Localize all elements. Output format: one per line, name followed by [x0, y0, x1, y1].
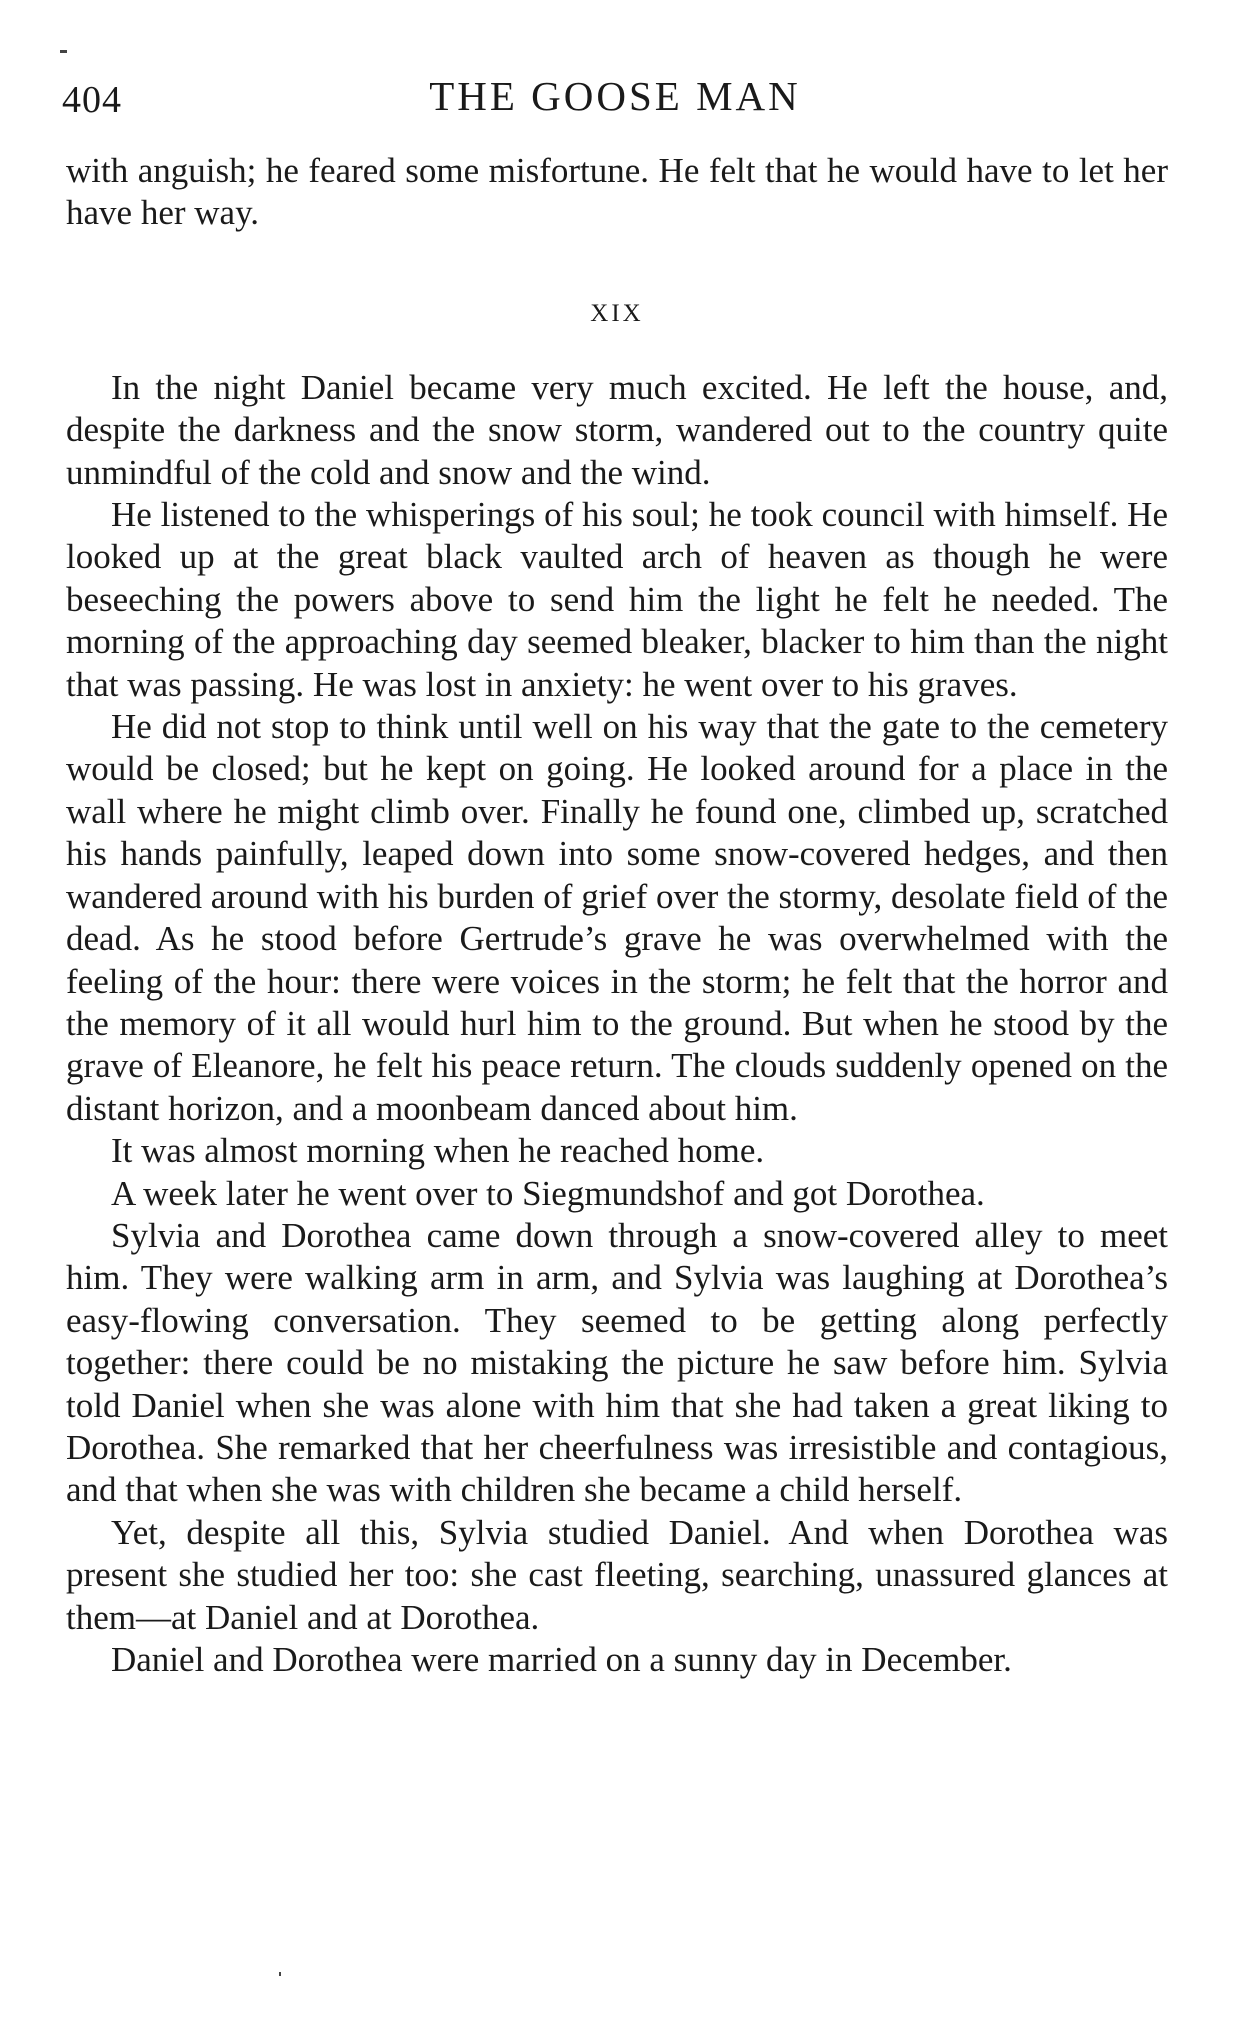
page-header [62, 72, 1168, 132]
paragraph: Sylvia and Dorothea came down through a snow-covered alley to meet him. They were walking arm in arm, and Sylvia was laughing at Dorothea’s easy-flowing conversation. They seemed to be getting along perfectly together: there could be no mistaking the picture he saw before him. Sylvia told Daniel when she was alone with him that she had taken a great liking to Dorothea. She remarked that her cheerfulness was irresistible and contagious, and that when she was with children she became a child herself. [66, 1215, 1168, 1510]
paragraph: In the night Daniel became very much excited. He left the house, and, despite the darkness and the snow storm, wandered out to the country quite unmindful of the cold and snow and the wind. [66, 367, 1168, 492]
paragraph-continuation: with anguish; he feared some misfortune. He felt that he would have to let her have her way. [66, 151, 1168, 233]
ink-speck [60, 50, 67, 53]
running-title: THE GOOSE MAN [429, 73, 801, 119]
paragraph: Daniel and Dorothea were married on a sunny day in December. [111, 1640, 1012, 1679]
paragraph: He did not stop to think until well on his way that the gate to the cemetery would be closed; but he kept on going. He looked around for a place in the wall where he might climb over. Finally he found one, climbed up, scratched his hands painfully, leaped down into some snow-covered hedges, and then wandered around with his burden of grief over the stormy, desolate field of the dead. As he stood before Gertrude’s grave he was overwhelmed with the feeling of the hour: there were voices in the storm; he felt that the horror and the memory of it all would hurl him to the ground. But when he stood by the grave of Eleanore, he felt his peace return. The clouds suddenly opened on the distant horizon, and a moonbeam danced about him. [66, 707, 1168, 1128]
body-text [66, 150, 1168, 1681]
ink-speck [279, 1972, 281, 1976]
paragraph: He listened to the whisperings of his soul; he took council with himself. He looked up at the great black vaulted arch of heaven as though he were beseeching the powers above to send him the light he felt he needed. The morning of the approaching day seemed bleaker, blacker to him than the night that was passing. He was lost in anxiety: he went over to his graves. [66, 495, 1168, 704]
paragraph: It was almost morning when he reached home. [111, 1131, 765, 1171]
page-number: 404 [62, 79, 122, 121]
paragraph: Yet, despite all this, Sylvia studied Daniel. And when Dorothea was present she studied her too: she cast fleeting, searching, unassured glances at them—at Daniel and at Dorothea. [66, 1512, 1168, 1637]
paragraph: A week later he went over to Siegmundshof and got Dorothea. [111, 1173, 985, 1213]
section-heading: XIX [590, 299, 644, 327]
